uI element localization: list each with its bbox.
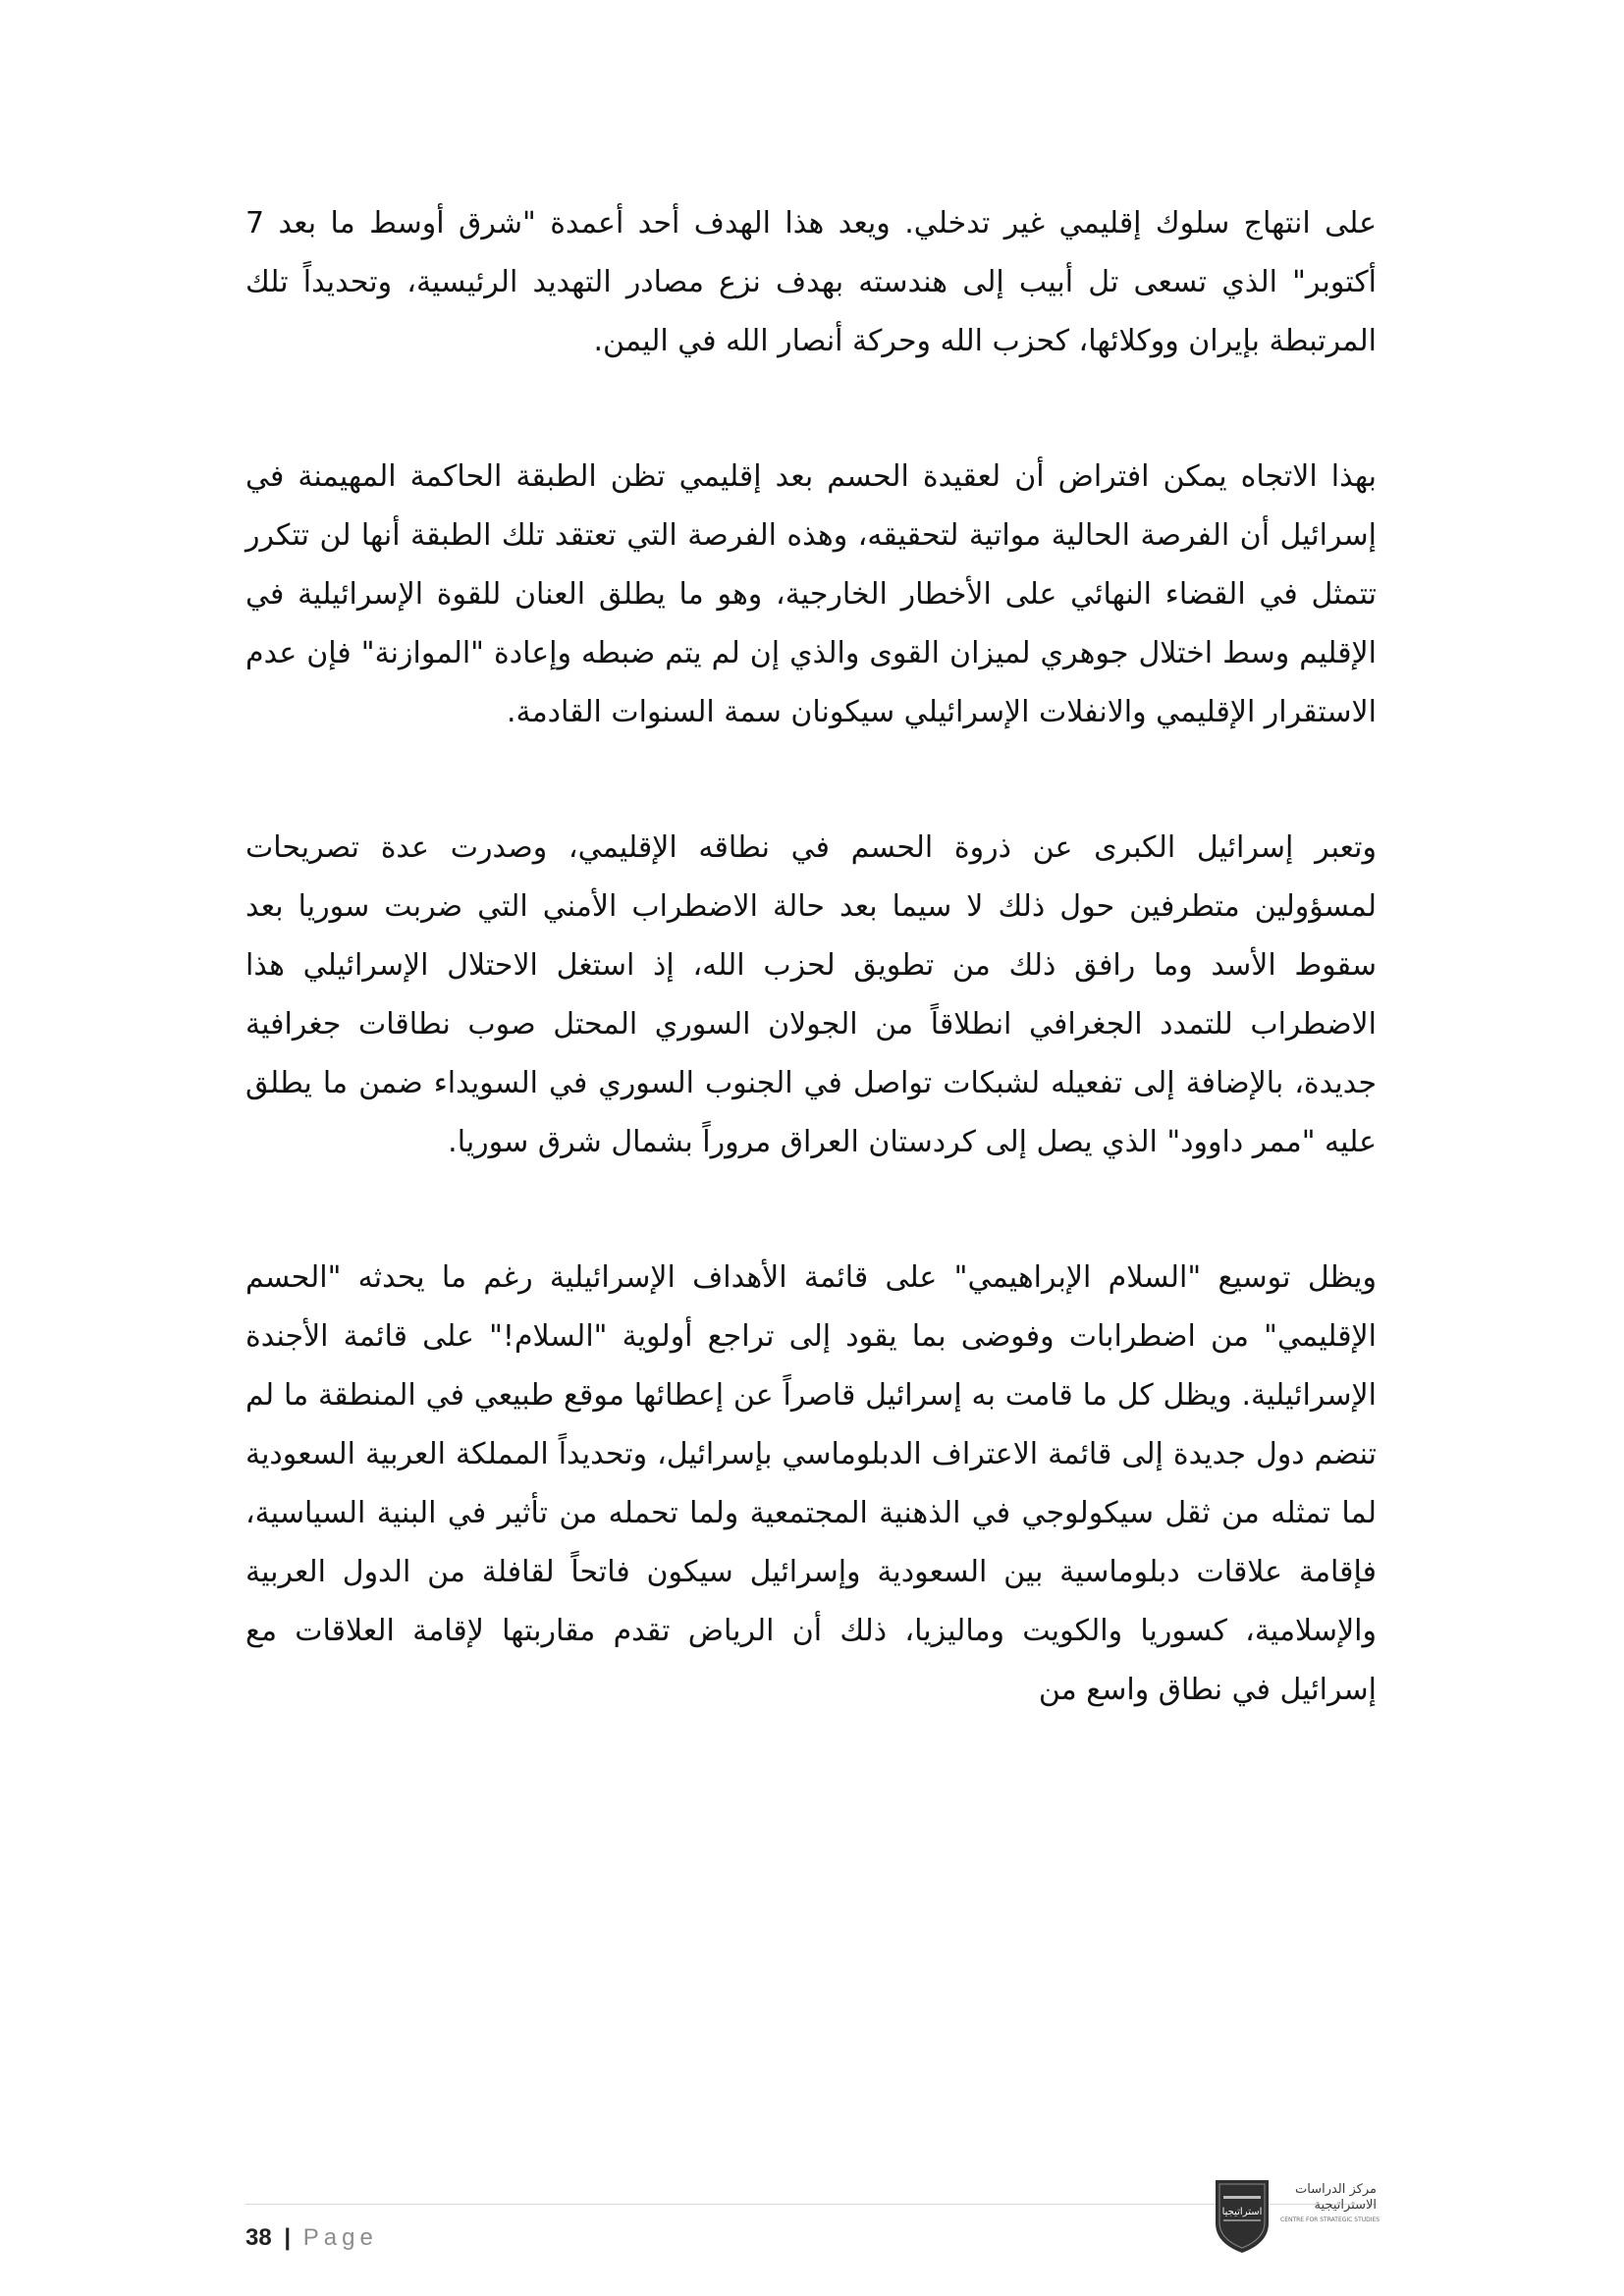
page-footer [245,2182,1380,2272]
center-logo [1210,2176,1380,2255]
paragraph-1: على انتهاج سلوك إقليمي غير تدخلي. ويعد هذا الهدف أحد أعمدة "شرق أوسط ما بعد 7 أكتوبر" الذي تسعى تل أبيب إلى هندسته بهدف نزع مصادر التهديد الرئيسية، وتحديداً تلك المرتبطة بإيران ووكلائها، كحزب الله وحركة أنصار الله في اليمن. [245,206,1377,358]
page-separator: | [284,2224,292,2251]
document-body [245,194,1377,1720]
paragraph-2: بهذا الاتجاه يمكن افتراض أن لعقيدة الحسم بعد إقليمي تظن الطبقة الحاكمة المهيمنة في إسرائيل أن الفرصة الحالية مواتية لتحقيقه، وهذه الفرصة التي تعتقد تلك الطبقة أنها لن تتكرر تتمثل في القضاء النهائي على الأخطار الخارجية، وهو ما يطلق العنان للقوة الإسرائيلية في الإقليم وسط اختلال جوهري لميزان القوى والذي إن لم يتم ضبطه وإعادة "الموازنة" فإن عدم الاستقرار الإقليمي والانفلات الإسرائيلي سيكونان سمة السنوات القادمة. [245,459,1377,729]
page-number: 38 [245,2224,272,2251]
paragraph-4: ويظل توسيع "السلام الإبراهيمي" على قائمة الأهداف الإسرائيلية رغم ما يحدثه "الحسم الإقليمي" من اضطرابات وفوضى بما يقود إلى تراجع أولوية "السلام!" على قائمة الأجندة الإسرائيلية. ويظل كل ما قامت به إسرائيل قاصراً عن إعطائها موقع طبيعي في المنطقة ما لم تنضم دول جديدة إلى قائمة الاعتراف الدبلوماسي بإسرائيل، وتحديداً المملكة العربية السعودية لما تمثله من ثقل سيكولوجي في الذهنية المجتمعية ولما تحمله من تأثير في البنية السياسية، فإقامة علاقات دبلوماسية بين السعودية وإسرائيل سيكون فاتحاً لقافلة من الدول العربية والإسلامية، كسوريا والكويت وماليزيا، ذلك أن الرياض تقدم مقاربتها لإقامة العلاقات مع إسرائيل في نطاق واسع من [245,1260,1377,1707]
logo-text-block [1280,2182,1380,2225]
seal-icon [1210,2176,1274,2255]
paragraph-3: وتعبر إسرائيل الكبرى عن ذروة الحسم في نطاقه الإقليمي، وصدرت عدة تصريحات لمسؤولين متطرفين حول ذلك لا سيما بعد حالة الاضطراب الأمني التي ضربت سوريا بعد سقوط الأسد وما رافق ذلك من تطويق لحزب الله، إذ استغل الاحتلال الإسرائيلي هذا الاضطراب للتمدد الجغرافي انطلاقاً من الجولان السوري المحتل صوب نطاقات جغرافية جديدة، بالإضافة إلى تفعيله لشبكات تواصل في الجنوب السوري في السويداء ضمن ما يطلق عليه "ممر داوود" الذي يصل إلى كردستان العراق مروراً بشمال شرق سوريا. [245,830,1377,1159]
logo-english: CENTRE FOR STRATEGIC STUDIES [1280,2216,1380,2223]
logo-mark-text: استراتيجيا [1221,2207,1263,2217]
page-number-label [245,2223,378,2253]
logo-title: مركز الدراسات [1294,2182,1377,2197]
page-word: Page [302,2224,378,2251]
logo-subtitle: الاستراتيجية [1314,2198,1377,2213]
footer-divider [245,2204,1377,2205]
